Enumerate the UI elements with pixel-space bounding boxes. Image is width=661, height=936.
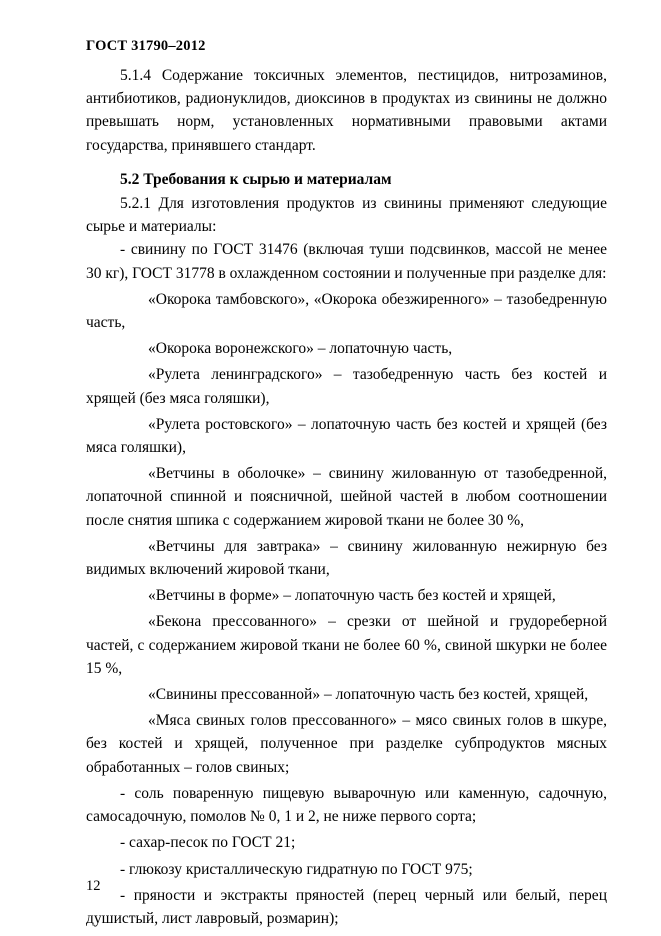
sub-list-item: «Ветчины в оболочке» – свинину жилованную от тазобедренной, лопаточной спинной и поясничной, шейной частей в любом соотношении после снятия шпика с содержанием жировой ткани не более 30 %, (86, 465, 607, 529)
list-item: - свинину по ГОСТ 31476 (включая туши подсвинков, массой не менее 30 кг), ГОСТ 31778 в охлажденном состоянии и полученные при разделке для: (86, 241, 607, 282)
section-heading-5-2: 5.2 Требования к сырью и материалам (120, 170, 392, 188)
sub-list-item: «Рулета ленинградского» – тазобедренную часть без костей и хрящей (без мяса голяшки), (86, 366, 607, 407)
clause-5-2-1: 5.2.1 Для изготовления продуктов из свинины применяют следующие сырье и материалы: (86, 195, 607, 236)
sub-list-item: «Окорока тамбовского», «Окорока обезжиренного» – тазобедренную часть, (86, 290, 607, 332)
sub-list-item: «Мяса свиных голов прессованного» – мясо свиных голов в шкуре, без костей и хрящей, полученное при разделке субпродуктов мясных обработанных – голов свиных; (86, 712, 607, 776)
page-number: 12 (86, 878, 101, 894)
sub-list-item: «Свинины прессованной» – лопаточную часть без костей, хрящей, (148, 686, 589, 704)
sub-list-item: «Ветчины для завтрака» – свинину жилованную нежирную без видимых включений жировой ткани, (86, 537, 607, 579)
list-item: - соль поваренную пищевую выварочную или каменную, садочную, самосадочную, помолов № 0, 1 и 2, не ниже первого сорта; (86, 784, 607, 826)
sub-list-item: «Ветчины в форме» – лопаточную часть без костей и хрящей, (148, 587, 556, 605)
list-item: - пряности и экстракты пряностей (перец черный или белый, перец душистый, лист лавровый, розмарин); (86, 886, 607, 927)
list-item: - глюкозу кристаллическую гидратную по ГОСТ 975; (120, 860, 473, 878)
document-body (86, 64, 607, 930)
sub-list-item: «Рулета ростовского» – лопаточную часть без костей и хрящей (без мяса голяшки), (86, 415, 607, 457)
clause-5-1-4: 5.1.4 Содержание токсичных элементов, пестицидов, нитрозаминов, антибиотиков, радионуклидов, диоксинов в продуктах из свинины не должно превышать норм, установленных нормативными правовыми актами государства, принявшего стандарт. (86, 67, 607, 154)
running-header: ГОСТ 31790–2012 (86, 38, 206, 54)
sub-list-item: «Окорока воронежского» – лопаточную часть, (148, 340, 453, 358)
list-item: - сахар-песок по ГОСТ 21; (120, 834, 296, 852)
sub-list-item: «Бекона прессованного» – срезки от шейной и грудореберной частей, с содержанием жировой ткани не более 60 %, свиной шкурки не более 15 %, (86, 613, 607, 677)
